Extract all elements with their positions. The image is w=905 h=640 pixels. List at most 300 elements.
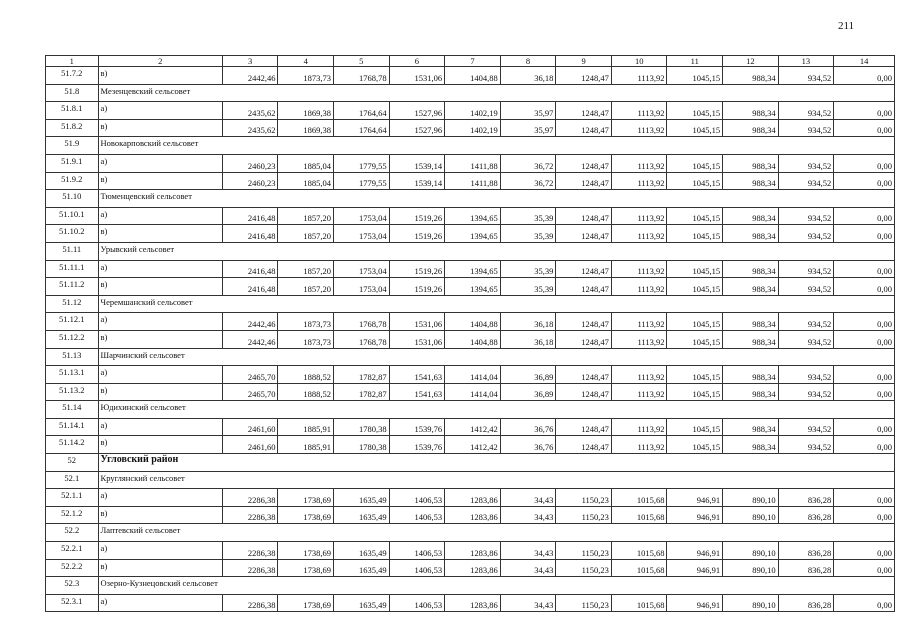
value-cell: 934,52	[778, 366, 834, 384]
value-cell: 1394,65	[445, 260, 501, 278]
section-row	[46, 137, 895, 155]
value-cell: 0,00	[834, 436, 895, 454]
row-code: 51.10.2	[46, 225, 99, 243]
row-letter: в)	[98, 67, 222, 85]
row-letter: в)	[98, 172, 222, 190]
value-cell: 0,00	[834, 594, 895, 612]
value-cell: 1519,26	[389, 278, 445, 296]
value-cell: 1411,88	[445, 154, 501, 172]
table-row	[46, 366, 895, 384]
value-cell: 1248,47	[556, 313, 612, 331]
column-header: 1	[46, 56, 99, 67]
section-code: 52.3	[46, 577, 99, 595]
table-body	[46, 56, 895, 612]
value-cell: 1248,47	[556, 102, 612, 120]
section-code: 52	[46, 454, 99, 472]
value-cell: 0,00	[834, 102, 895, 120]
value-cell: 1635,49	[334, 506, 390, 524]
district-title: Угловский район	[98, 454, 894, 472]
value-cell: 1541,63	[389, 366, 445, 384]
value-cell: 2286,38	[222, 542, 278, 560]
value-cell: 1753,04	[334, 278, 390, 296]
value-cell: 1283,86	[445, 506, 501, 524]
value-cell: 1738,69	[278, 506, 334, 524]
value-cell: 1402,19	[445, 119, 501, 137]
value-cell: 0,00	[834, 119, 895, 137]
value-cell: 1113,92	[611, 207, 667, 225]
section-code: 52.2	[46, 524, 99, 542]
value-cell: 1248,47	[556, 383, 612, 401]
section-title: Шарчинский сельсовет	[98, 348, 894, 366]
value-cell: 36,18	[500, 67, 556, 85]
value-cell: 1394,65	[445, 207, 501, 225]
value-cell: 1779,55	[334, 154, 390, 172]
value-cell: 1539,14	[389, 172, 445, 190]
row-code: 52.1.2	[46, 506, 99, 524]
table-row	[46, 207, 895, 225]
row-letter: а)	[98, 418, 222, 436]
value-cell: 2460,23	[222, 154, 278, 172]
row-code: 52.1.1	[46, 489, 99, 507]
value-cell: 1045,15	[667, 67, 723, 85]
value-cell: 1045,15	[667, 225, 723, 243]
value-cell: 36,72	[500, 172, 556, 190]
value-cell: 934,52	[778, 313, 834, 331]
value-cell: 988,34	[723, 278, 779, 296]
value-cell: 1045,15	[667, 330, 723, 348]
value-cell: 934,52	[778, 207, 834, 225]
table-row	[46, 154, 895, 172]
value-cell: 1045,15	[667, 383, 723, 401]
value-cell: 1888,52	[278, 383, 334, 401]
value-cell: 2442,46	[222, 67, 278, 85]
table-row	[46, 489, 895, 507]
value-cell: 836,28	[778, 489, 834, 507]
value-cell: 36,18	[500, 330, 556, 348]
row-code: 51.13.2	[46, 383, 99, 401]
value-cell: 2416,48	[222, 278, 278, 296]
row-letter: в)	[98, 436, 222, 454]
row-letter: в)	[98, 278, 222, 296]
value-cell: 1414,04	[445, 383, 501, 401]
value-cell: 0,00	[834, 366, 895, 384]
value-cell: 1248,47	[556, 207, 612, 225]
value-cell: 35,97	[500, 102, 556, 120]
row-code: 51.8.2	[46, 119, 99, 137]
value-cell: 1045,15	[667, 313, 723, 331]
section-code: 51.11	[46, 242, 99, 260]
section-title: Озерно-Кузнецовский сельсовет	[98, 577, 894, 595]
value-cell: 1873,73	[278, 330, 334, 348]
value-cell: 934,52	[778, 418, 834, 436]
row-letter: в)	[98, 225, 222, 243]
section-row	[46, 348, 895, 366]
row-code: 51.9.2	[46, 172, 99, 190]
value-cell: 988,34	[723, 418, 779, 436]
table-row	[46, 172, 895, 190]
value-cell: 890,10	[723, 489, 779, 507]
value-cell: 1779,55	[334, 172, 390, 190]
value-cell: 890,10	[723, 559, 779, 577]
value-cell: 34,43	[500, 594, 556, 612]
value-cell: 36,72	[500, 154, 556, 172]
value-cell: 2442,46	[222, 313, 278, 331]
value-cell: 1539,14	[389, 154, 445, 172]
value-cell: 0,00	[834, 330, 895, 348]
row-letter: а)	[98, 594, 222, 612]
value-cell: 1527,96	[389, 102, 445, 120]
value-cell: 988,34	[723, 366, 779, 384]
value-cell: 1873,73	[278, 313, 334, 331]
table-row	[46, 436, 895, 454]
value-cell: 1045,15	[667, 154, 723, 172]
row-letter: в)	[98, 330, 222, 348]
value-cell: 836,28	[778, 542, 834, 560]
value-cell: 35,39	[500, 278, 556, 296]
value-cell: 0,00	[834, 313, 895, 331]
value-cell: 1113,92	[611, 278, 667, 296]
value-cell: 1113,92	[611, 260, 667, 278]
value-cell: 890,10	[723, 594, 779, 612]
value-cell: 1045,15	[667, 436, 723, 454]
section-code: 51.12	[46, 295, 99, 313]
value-cell: 1150,23	[556, 489, 612, 507]
table-row	[46, 278, 895, 296]
column-header-row	[46, 56, 895, 67]
value-cell: 988,34	[723, 67, 779, 85]
section-title: Юдихинский сельсовет	[98, 401, 894, 419]
row-code: 51.12.2	[46, 330, 99, 348]
value-cell: 1406,53	[389, 489, 445, 507]
value-cell: 934,52	[778, 278, 834, 296]
value-cell: 1531,06	[389, 330, 445, 348]
value-cell: 1519,26	[389, 225, 445, 243]
value-cell: 934,52	[778, 260, 834, 278]
district-row	[46, 454, 895, 472]
value-cell: 1531,06	[389, 313, 445, 331]
value-cell: 836,28	[778, 559, 834, 577]
value-cell: 1045,15	[667, 278, 723, 296]
value-cell: 1885,91	[278, 418, 334, 436]
value-cell: 0,00	[834, 278, 895, 296]
value-cell: 1869,38	[278, 102, 334, 120]
row-letter: в)	[98, 559, 222, 577]
value-cell: 0,00	[834, 172, 895, 190]
value-cell: 934,52	[778, 154, 834, 172]
section-row	[46, 577, 895, 595]
value-cell: 1113,92	[611, 119, 667, 137]
value-cell: 1150,23	[556, 506, 612, 524]
value-cell: 1015,68	[611, 542, 667, 560]
value-cell: 988,34	[723, 154, 779, 172]
row-code: 51.14.2	[46, 436, 99, 454]
value-cell: 1527,96	[389, 119, 445, 137]
column-header: 2	[98, 56, 222, 67]
value-cell: 1248,47	[556, 278, 612, 296]
value-cell: 1248,47	[556, 260, 612, 278]
value-cell: 1015,68	[611, 489, 667, 507]
value-cell: 0,00	[834, 67, 895, 85]
value-cell: 2460,23	[222, 172, 278, 190]
value-cell: 1635,49	[334, 559, 390, 577]
row-letter: в)	[98, 506, 222, 524]
section-row	[46, 242, 895, 260]
row-code: 51.11.2	[46, 278, 99, 296]
value-cell: 0,00	[834, 506, 895, 524]
column-header: 4	[278, 56, 334, 67]
value-cell: 1406,53	[389, 594, 445, 612]
section-title: Мезенцевский сельсовет	[98, 84, 894, 102]
column-header: 11	[667, 56, 723, 67]
value-cell: 1283,86	[445, 489, 501, 507]
column-header: 14	[834, 56, 895, 67]
value-cell: 934,52	[778, 119, 834, 137]
value-cell: 1753,04	[334, 260, 390, 278]
row-code: 51.12.1	[46, 313, 99, 331]
section-code: 51.10	[46, 190, 99, 208]
value-cell: 0,00	[834, 260, 895, 278]
value-cell: 1531,06	[389, 67, 445, 85]
value-cell: 1768,78	[334, 330, 390, 348]
value-cell: 988,34	[723, 119, 779, 137]
row-code: 51.11.1	[46, 260, 99, 278]
value-cell: 1402,19	[445, 102, 501, 120]
value-cell: 2435,62	[222, 102, 278, 120]
value-cell: 2416,48	[222, 225, 278, 243]
value-cell: 1768,78	[334, 67, 390, 85]
value-cell: 1113,92	[611, 383, 667, 401]
value-cell: 1248,47	[556, 225, 612, 243]
table-row	[46, 506, 895, 524]
value-cell: 836,28	[778, 594, 834, 612]
value-cell: 988,34	[723, 207, 779, 225]
value-cell: 0,00	[834, 489, 895, 507]
value-cell: 1857,20	[278, 225, 334, 243]
value-cell: 934,52	[778, 225, 834, 243]
value-cell: 1857,20	[278, 278, 334, 296]
section-row	[46, 190, 895, 208]
value-cell: 36,76	[500, 436, 556, 454]
table-row	[46, 67, 895, 85]
row-code: 51.9.1	[46, 154, 99, 172]
value-cell: 1764,64	[334, 102, 390, 120]
value-cell: 934,52	[778, 436, 834, 454]
value-cell: 890,10	[723, 506, 779, 524]
value-cell: 946,91	[667, 506, 723, 524]
value-cell: 2435,62	[222, 119, 278, 137]
section-title: Черемшанский сельсовет	[98, 295, 894, 313]
value-cell: 1780,38	[334, 436, 390, 454]
value-cell: 2442,46	[222, 330, 278, 348]
value-cell: 946,91	[667, 559, 723, 577]
value-cell: 2465,70	[222, 383, 278, 401]
section-code: 51.8	[46, 84, 99, 102]
value-cell: 1113,92	[611, 154, 667, 172]
value-cell: 1541,63	[389, 383, 445, 401]
value-cell: 1113,92	[611, 67, 667, 85]
value-cell: 890,10	[723, 542, 779, 560]
table-row	[46, 594, 895, 612]
value-cell: 1248,47	[556, 172, 612, 190]
row-letter: а)	[98, 102, 222, 120]
value-cell: 2461,60	[222, 436, 278, 454]
value-cell: 35,39	[500, 207, 556, 225]
value-cell: 34,43	[500, 542, 556, 560]
value-cell: 35,39	[500, 260, 556, 278]
value-cell: 1283,86	[445, 559, 501, 577]
value-cell: 0,00	[834, 383, 895, 401]
value-cell: 988,34	[723, 330, 779, 348]
value-cell: 934,52	[778, 67, 834, 85]
row-code: 51.14.1	[46, 418, 99, 436]
value-cell: 1753,04	[334, 207, 390, 225]
value-cell: 1885,91	[278, 436, 334, 454]
value-cell: 1045,15	[667, 172, 723, 190]
value-cell: 1738,69	[278, 594, 334, 612]
row-code: 52.3.1	[46, 594, 99, 612]
value-cell: 0,00	[834, 542, 895, 560]
value-cell: 946,91	[667, 542, 723, 560]
value-cell: 1394,65	[445, 225, 501, 243]
section-title: Урывский сельсовет	[98, 242, 894, 260]
value-cell: 934,52	[778, 330, 834, 348]
value-cell: 1519,26	[389, 260, 445, 278]
value-cell: 988,34	[723, 102, 779, 120]
value-cell: 1857,20	[278, 260, 334, 278]
row-letter: а)	[98, 260, 222, 278]
value-cell: 1015,68	[611, 559, 667, 577]
row-code: 51.10.1	[46, 207, 99, 225]
value-cell: 1150,23	[556, 559, 612, 577]
value-cell: 1248,47	[556, 418, 612, 436]
value-cell: 1283,86	[445, 594, 501, 612]
value-cell: 36,76	[500, 418, 556, 436]
row-code: 52.2.2	[46, 559, 99, 577]
value-cell: 988,34	[723, 172, 779, 190]
column-header: 5	[334, 56, 390, 67]
value-cell: 1406,53	[389, 559, 445, 577]
value-cell: 1248,47	[556, 119, 612, 137]
value-cell: 1150,23	[556, 594, 612, 612]
value-cell: 35,39	[500, 225, 556, 243]
value-cell: 0,00	[834, 225, 895, 243]
value-cell: 1635,49	[334, 542, 390, 560]
value-cell: 2286,38	[222, 506, 278, 524]
table-row	[46, 119, 895, 137]
value-cell: 1113,92	[611, 225, 667, 243]
table-row	[46, 102, 895, 120]
value-cell: 1764,64	[334, 119, 390, 137]
value-cell: 1248,47	[556, 67, 612, 85]
value-cell: 1045,15	[667, 207, 723, 225]
value-cell: 1015,68	[611, 594, 667, 612]
page-number: 211	[838, 20, 855, 32]
tariff-table	[45, 55, 895, 612]
value-cell: 1782,87	[334, 383, 390, 401]
value-cell: 1519,26	[389, 207, 445, 225]
value-cell: 1753,04	[334, 225, 390, 243]
value-cell: 1404,88	[445, 330, 501, 348]
value-cell: 2416,48	[222, 207, 278, 225]
value-cell: 1738,69	[278, 542, 334, 560]
value-cell: 1635,49	[334, 489, 390, 507]
section-title: Лаптевский сельсовет	[98, 524, 894, 542]
value-cell: 1406,53	[389, 506, 445, 524]
value-cell: 0,00	[834, 154, 895, 172]
row-letter: в)	[98, 383, 222, 401]
value-cell: 934,52	[778, 172, 834, 190]
value-cell: 988,34	[723, 436, 779, 454]
value-cell: 1406,53	[389, 542, 445, 560]
value-cell: 1635,49	[334, 594, 390, 612]
value-cell: 1768,78	[334, 313, 390, 331]
value-cell: 1869,38	[278, 119, 334, 137]
value-cell: 1113,92	[611, 172, 667, 190]
value-cell: 1782,87	[334, 366, 390, 384]
row-letter: а)	[98, 313, 222, 331]
value-cell: 1857,20	[278, 207, 334, 225]
section-title: Круглянский сельсовет	[98, 471, 894, 489]
value-cell: 988,34	[723, 383, 779, 401]
value-cell: 1113,92	[611, 436, 667, 454]
column-header: 12	[723, 56, 779, 67]
section-row	[46, 401, 895, 419]
value-cell: 1150,23	[556, 542, 612, 560]
table-row	[46, 542, 895, 560]
table-row	[46, 559, 895, 577]
value-cell: 1248,47	[556, 436, 612, 454]
value-cell: 1394,65	[445, 278, 501, 296]
row-letter: а)	[98, 154, 222, 172]
value-cell: 1283,86	[445, 542, 501, 560]
value-cell: 0,00	[834, 418, 895, 436]
value-cell: 34,43	[500, 506, 556, 524]
value-cell: 0,00	[834, 207, 895, 225]
value-cell: 1738,69	[278, 489, 334, 507]
value-cell: 988,34	[723, 260, 779, 278]
section-row	[46, 471, 895, 489]
table-row	[46, 260, 895, 278]
value-cell: 836,28	[778, 506, 834, 524]
row-letter: а)	[98, 542, 222, 560]
table-row	[46, 330, 895, 348]
value-cell: 36,89	[500, 383, 556, 401]
section-code: 51.14	[46, 401, 99, 419]
value-cell: 36,89	[500, 366, 556, 384]
value-cell: 1885,04	[278, 154, 334, 172]
section-title: Тюменцевский сельсовет	[98, 190, 894, 208]
value-cell: 34,43	[500, 559, 556, 577]
value-cell: 1411,88	[445, 172, 501, 190]
section-code: 51.13	[46, 348, 99, 366]
section-code: 51.9	[46, 137, 99, 155]
value-cell: 1113,92	[611, 418, 667, 436]
value-cell: 1539,76	[389, 418, 445, 436]
value-cell: 946,91	[667, 489, 723, 507]
section-code: 52.1	[46, 471, 99, 489]
value-cell: 934,52	[778, 102, 834, 120]
table-row	[46, 225, 895, 243]
column-header: 9	[556, 56, 612, 67]
value-cell: 1885,04	[278, 172, 334, 190]
value-cell: 1873,73	[278, 67, 334, 85]
value-cell: 36,18	[500, 313, 556, 331]
value-cell: 1539,76	[389, 436, 445, 454]
value-cell: 1414,04	[445, 366, 501, 384]
value-cell: 1045,15	[667, 119, 723, 137]
value-cell: 1113,92	[611, 313, 667, 331]
table-row	[46, 418, 895, 436]
